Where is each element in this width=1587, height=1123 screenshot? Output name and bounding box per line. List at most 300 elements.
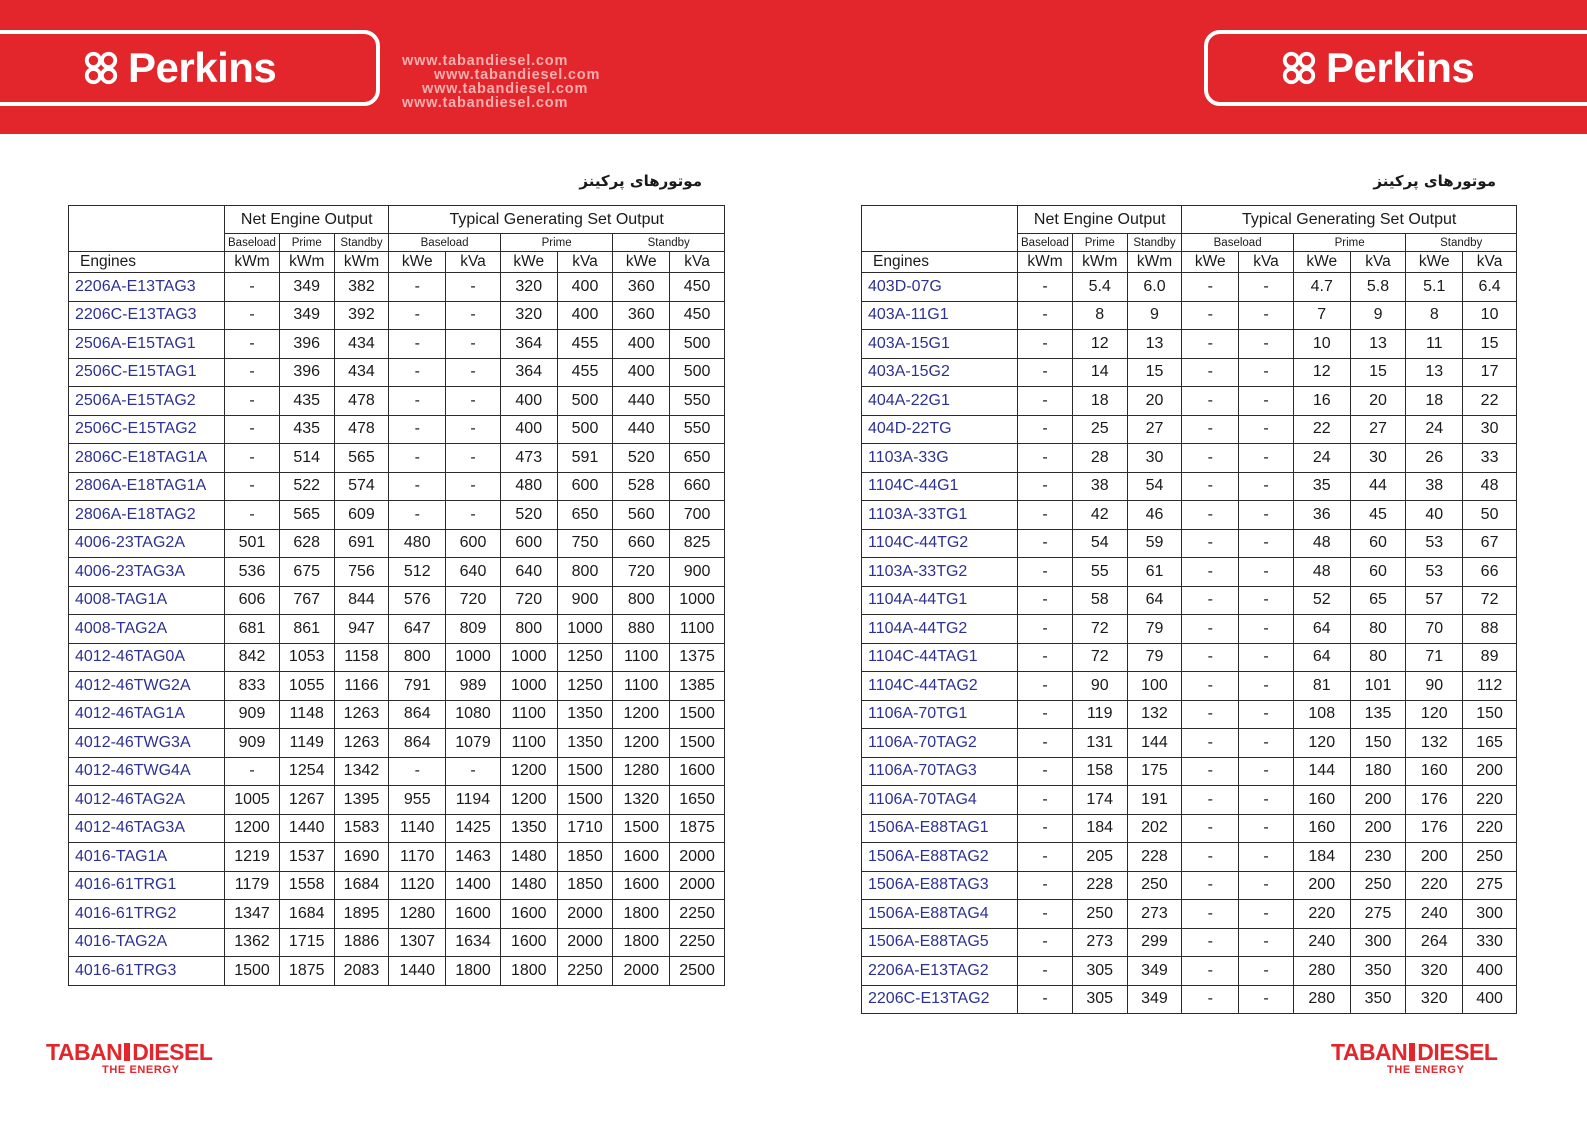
value-cell: 1140 (389, 814, 446, 843)
value-cell: 15 (1350, 358, 1406, 387)
standby-subheader: Standby (1406, 234, 1517, 252)
engine-spec-table-left (68, 205, 725, 986)
value-cell: 1800 (500, 957, 557, 986)
value-cell: 220 (1293, 900, 1350, 929)
value-cell: 1600 (500, 900, 557, 929)
value-cell: 396 (279, 358, 334, 387)
value-cell: 1000 (446, 643, 501, 672)
value-cell: 200 (1350, 786, 1406, 815)
value-cell: - (446, 444, 501, 473)
prime-subheader: Prime (500, 234, 613, 252)
value-cell: 1886 (334, 928, 389, 957)
value-cell: - (1182, 643, 1239, 672)
value-cell: 13 (1127, 330, 1182, 359)
unit-header: kVa (557, 252, 613, 273)
value-cell: 88 (1463, 615, 1517, 644)
value-cell: 12 (1072, 330, 1127, 359)
value-cell: - (1018, 928, 1073, 957)
value-cell: 1000 (500, 643, 557, 672)
engine-model-cell: 4006-23TAG3A (69, 558, 225, 587)
value-cell: 1320 (613, 786, 670, 815)
value-cell: 396 (279, 330, 334, 359)
value-cell: 791 (389, 672, 446, 701)
value-cell: - (1018, 643, 1073, 672)
footer-logo-text: TABAN (1331, 1039, 1408, 1065)
value-cell: 18 (1406, 387, 1463, 416)
table-row (69, 330, 725, 359)
value-cell: 1480 (500, 843, 557, 872)
engine-model-cell: 403D-07G (862, 273, 1018, 302)
value-cell: 1375 (670, 643, 725, 672)
value-cell: 174 (1072, 786, 1127, 815)
value-cell: 120 (1406, 700, 1463, 729)
value-cell: 80 (1350, 615, 1406, 644)
value-cell: 1480 (500, 871, 557, 900)
net-engine-output-header: Net Engine Output (225, 206, 389, 234)
value-cell: 640 (446, 558, 501, 587)
logo-divider-icon (1409, 1043, 1415, 1061)
value-cell: 305 (1072, 957, 1127, 986)
table-body (69, 273, 725, 986)
value-cell: 647 (389, 615, 446, 644)
value-cell: 1100 (613, 643, 670, 672)
value-cell: 38 (1072, 472, 1127, 501)
value-cell: - (1182, 501, 1239, 530)
value-cell: 1100 (500, 729, 557, 758)
value-cell: 5.4 (1072, 273, 1127, 302)
value-cell: 1463 (446, 843, 501, 872)
value-cell: 80 (1350, 643, 1406, 672)
perkins-logo-right (1204, 30, 1587, 106)
value-cell: 576 (389, 586, 446, 615)
value-cell: - (446, 415, 501, 444)
engine-model-cell: 4016-TAG2A (69, 928, 225, 957)
engine-model-cell: 1506A-E88TAG1 (862, 814, 1018, 843)
value-cell: 434 (334, 358, 389, 387)
table-row (862, 900, 1517, 929)
value-cell: 55 (1072, 558, 1127, 587)
value-cell: - (1018, 387, 1073, 416)
value-cell: - (1182, 729, 1239, 758)
unit-header: kWm (279, 252, 334, 273)
value-cell: 455 (557, 358, 613, 387)
engines-header: Engines (862, 252, 1018, 273)
value-cell: 220 (1406, 871, 1463, 900)
value-cell: 33 (1463, 444, 1517, 473)
value-cell: 364 (500, 358, 557, 387)
value-cell: - (1182, 700, 1239, 729)
value-cell: - (1239, 843, 1294, 872)
typical-genset-output-header: Typical Generating Set Output (1182, 206, 1517, 234)
value-cell: - (1239, 786, 1294, 815)
value-cell: 500 (557, 387, 613, 416)
engine-model-cell: 2206C-E13TAG3 (69, 301, 225, 330)
value-cell: 132 (1127, 700, 1182, 729)
value-cell: 1500 (670, 700, 725, 729)
engine-model-cell: 4006-23TAG2A (69, 529, 225, 558)
value-cell: 1200 (500, 786, 557, 815)
engines-header: Engines (69, 252, 225, 273)
page-title: موتورهای پرکینز (1373, 172, 1496, 190)
value-cell: 1347 (225, 900, 280, 929)
value-cell: 60 (1350, 529, 1406, 558)
perkins-logo-left (0, 30, 380, 106)
value-cell: - (389, 415, 446, 444)
value-cell: 1500 (670, 729, 725, 758)
value-cell: 1440 (389, 957, 446, 986)
value-cell: - (1239, 615, 1294, 644)
value-cell: - (1239, 700, 1294, 729)
value-cell: 1800 (613, 900, 670, 929)
value-cell: 300 (1350, 928, 1406, 957)
value-cell: 1254 (279, 757, 334, 786)
value-cell: - (446, 358, 501, 387)
table-row (862, 330, 1517, 359)
value-cell: 45 (1350, 501, 1406, 530)
value-cell: - (1018, 843, 1073, 872)
value-cell: 50 (1463, 501, 1517, 530)
unit-header: kWe (1406, 252, 1463, 273)
value-cell: 1500 (613, 814, 670, 843)
value-cell: - (1239, 330, 1294, 359)
engine-model-cell: 1106A-70TAG4 (862, 786, 1018, 815)
value-cell: 660 (613, 529, 670, 558)
value-cell: 861 (279, 615, 334, 644)
value-cell: 349 (1127, 985, 1182, 1014)
value-cell: - (389, 273, 446, 302)
value-cell: - (1182, 814, 1239, 843)
value-cell: 9 (1350, 301, 1406, 330)
value-cell: 273 (1127, 900, 1182, 929)
value-cell: 1263 (334, 700, 389, 729)
value-cell: 240 (1293, 928, 1350, 957)
value-cell: 450 (670, 301, 725, 330)
value-cell: 360 (613, 273, 670, 302)
table-row (862, 729, 1517, 758)
value-cell: - (1182, 985, 1239, 1014)
value-cell: 660 (670, 472, 725, 501)
taban-diesel-logo-left (46, 1040, 260, 1076)
engine-model-cell: 4012-46TAG2A (69, 786, 225, 815)
value-cell: 720 (446, 586, 501, 615)
value-cell: - (1182, 786, 1239, 815)
value-cell: 160 (1406, 757, 1463, 786)
value-cell: 64 (1293, 643, 1350, 672)
value-cell: 550 (670, 387, 725, 416)
value-cell: - (225, 358, 280, 387)
value-cell: 25 (1072, 415, 1127, 444)
table-row (862, 444, 1517, 473)
value-cell: 400 (500, 387, 557, 416)
value-cell: 560 (613, 501, 670, 530)
value-cell: 5.8 (1350, 273, 1406, 302)
value-cell: 512 (389, 558, 446, 587)
value-cell: - (1182, 301, 1239, 330)
website-watermark (402, 54, 600, 110)
table-row (69, 814, 725, 843)
value-cell: - (446, 757, 501, 786)
value-cell: 1120 (389, 871, 446, 900)
value-cell: 800 (613, 586, 670, 615)
value-cell: 72 (1072, 615, 1127, 644)
value-cell: - (1018, 586, 1073, 615)
table-row (69, 586, 725, 615)
value-cell: 22 (1463, 387, 1517, 416)
value-cell: - (1239, 672, 1294, 701)
engine-model-cell: 403A-11G1 (862, 301, 1018, 330)
table-row (862, 472, 1517, 501)
value-cell: 1053 (279, 643, 334, 672)
engine-model-cell: 2806A-E18TAG2 (69, 501, 225, 530)
value-cell: 1158 (334, 643, 389, 672)
value-cell: - (389, 387, 446, 416)
value-cell: 71 (1406, 643, 1463, 672)
engine-model-cell: 1103A-33TG2 (862, 558, 1018, 587)
table-row (69, 672, 725, 701)
engine-model-cell: 1103A-33TG1 (862, 501, 1018, 530)
value-cell: 628 (279, 529, 334, 558)
value-cell: 528 (613, 472, 670, 501)
engine-model-cell: 1104A-44TG2 (862, 615, 1018, 644)
table-row (69, 700, 725, 729)
value-cell: 909 (225, 700, 280, 729)
value-cell: 520 (500, 501, 557, 530)
value-cell: - (1018, 957, 1073, 986)
footer-tagline: THE ENERGY (102, 1064, 180, 1076)
value-cell: - (389, 444, 446, 473)
table-row (862, 387, 1517, 416)
value-cell: 1000 (670, 586, 725, 615)
engine-model-cell: 4016-61TRG2 (69, 900, 225, 929)
value-cell: 220 (1463, 814, 1517, 843)
value-cell: 10 (1293, 330, 1350, 359)
value-cell: - (1182, 871, 1239, 900)
value-cell: 1100 (500, 700, 557, 729)
value-cell: 650 (557, 501, 613, 530)
value-cell: 1850 (557, 871, 613, 900)
value-cell: 681 (225, 615, 280, 644)
value-cell: - (389, 358, 446, 387)
value-cell: 1537 (279, 843, 334, 872)
value-cell: 180 (1350, 757, 1406, 786)
value-cell: 1179 (225, 871, 280, 900)
value-cell: 30 (1463, 415, 1517, 444)
value-cell: 609 (334, 501, 389, 530)
engine-model-cell: 404D-22TG (862, 415, 1018, 444)
value-cell: 176 (1406, 814, 1463, 843)
value-cell: 1263 (334, 729, 389, 758)
value-cell: 1166 (334, 672, 389, 701)
value-cell: 767 (279, 586, 334, 615)
engine-model-cell: 4008-TAG2A (69, 615, 225, 644)
prime-subheader: Prime (279, 234, 334, 252)
value-cell: - (1182, 330, 1239, 359)
table-row (862, 415, 1517, 444)
value-cell: 700 (670, 501, 725, 530)
value-cell: - (1182, 387, 1239, 416)
value-cell: - (225, 273, 280, 302)
engine-model-cell: 2206A-E13TAG3 (69, 273, 225, 302)
value-cell: 8 (1072, 301, 1127, 330)
value-cell: - (225, 415, 280, 444)
unit-header: kWm (1072, 252, 1127, 273)
engine-model-cell: 2506C-E15TAG1 (69, 358, 225, 387)
value-cell: 349 (1127, 957, 1182, 986)
table-row (69, 301, 725, 330)
engine-model-cell: 2506A-E15TAG1 (69, 330, 225, 359)
table-body (862, 273, 1517, 1014)
value-cell: 1684 (279, 900, 334, 929)
engine-model-cell: 1103A-33G (862, 444, 1018, 473)
table-row (69, 871, 725, 900)
value-cell: - (1239, 472, 1294, 501)
value-cell: - (1239, 814, 1294, 843)
value-cell: 450 (670, 273, 725, 302)
value-cell: 478 (334, 415, 389, 444)
value-cell: 320 (1406, 957, 1463, 986)
value-cell: 9 (1127, 301, 1182, 330)
value-cell: - (1182, 529, 1239, 558)
value-cell: 2000 (670, 843, 725, 872)
value-cell: 1000 (557, 615, 613, 644)
unit-header: kWm (1127, 252, 1182, 273)
baseload-subheader: Baseload (225, 234, 280, 252)
value-cell: 200 (1350, 814, 1406, 843)
table-row (862, 558, 1517, 587)
value-cell: 24 (1293, 444, 1350, 473)
value-cell: 72 (1072, 643, 1127, 672)
value-cell: 844 (334, 586, 389, 615)
value-cell: - (1182, 415, 1239, 444)
engine-model-cell: 1106A-70TAG3 (862, 757, 1018, 786)
value-cell: - (225, 501, 280, 530)
value-cell: - (1239, 444, 1294, 473)
value-cell: 48 (1293, 558, 1350, 587)
standby-subheader: Standby (334, 234, 389, 252)
value-cell: 18 (1072, 387, 1127, 416)
value-cell: 720 (613, 558, 670, 587)
value-cell: - (446, 301, 501, 330)
unit-header: kVa (1463, 252, 1517, 273)
value-cell: 330 (1463, 928, 1517, 957)
value-cell: 144 (1293, 757, 1350, 786)
value-cell: 2000 (557, 900, 613, 929)
engine-model-cell: 1104C-44G1 (862, 472, 1018, 501)
value-cell: - (1018, 729, 1073, 758)
table-row (862, 301, 1517, 330)
value-cell: - (1182, 558, 1239, 587)
value-cell: 392 (334, 301, 389, 330)
value-cell: 1500 (225, 957, 280, 986)
value-cell: 650 (670, 444, 725, 473)
value-cell: - (1239, 900, 1294, 929)
value-cell: 1170 (389, 843, 446, 872)
value-cell: 600 (446, 529, 501, 558)
value-cell: 250 (1350, 871, 1406, 900)
value-cell: - (1018, 558, 1073, 587)
table-row (862, 985, 1517, 1014)
value-cell: 220 (1463, 786, 1517, 815)
unit-header: kWm (334, 252, 389, 273)
value-cell: 501 (225, 529, 280, 558)
value-cell: 320 (1406, 985, 1463, 1014)
value-cell: 250 (1072, 900, 1127, 929)
value-cell: - (389, 301, 446, 330)
value-cell: 202 (1127, 814, 1182, 843)
value-cell: 2250 (557, 957, 613, 986)
value-cell: - (1239, 586, 1294, 615)
unit-header: kVa (1239, 252, 1294, 273)
value-cell: 536 (225, 558, 280, 587)
value-cell: 360 (613, 301, 670, 330)
value-cell: 79 (1127, 615, 1182, 644)
table-row (69, 615, 725, 644)
value-cell: 1600 (613, 843, 670, 872)
engine-model-cell: 4012-46TAG0A (69, 643, 225, 672)
value-cell: 13 (1406, 358, 1463, 387)
value-cell: - (1182, 273, 1239, 302)
value-cell: 2083 (334, 957, 389, 986)
value-cell: - (225, 330, 280, 359)
table-row (862, 529, 1517, 558)
value-cell: - (389, 501, 446, 530)
value-cell: 7 (1293, 301, 1350, 330)
value-cell: 1800 (613, 928, 670, 957)
value-cell: 1440 (279, 814, 334, 843)
value-cell: 864 (389, 700, 446, 729)
value-cell: - (1018, 757, 1073, 786)
value-cell: 176 (1406, 786, 1463, 815)
unit-header: kVa (446, 252, 501, 273)
value-cell: 1800 (446, 957, 501, 986)
value-cell: 16 (1293, 387, 1350, 416)
standby-subheader: Standby (1127, 234, 1182, 252)
value-cell: - (1182, 900, 1239, 929)
table-row (862, 586, 1517, 615)
table-row (69, 786, 725, 815)
perkins-wordmark: Perkins (1326, 44, 1475, 91)
value-cell: 1710 (557, 814, 613, 843)
value-cell: 1055 (279, 672, 334, 701)
value-cell: 1280 (389, 900, 446, 929)
unit-header: kWe (389, 252, 446, 273)
value-cell: 67 (1463, 529, 1517, 558)
footer-logo-text: DIESEL (1417, 1039, 1498, 1065)
value-cell: 36 (1293, 501, 1350, 530)
value-cell: - (225, 301, 280, 330)
engine-model-cell: 1506A-E88TAG5 (862, 928, 1018, 957)
value-cell: - (389, 472, 446, 501)
value-cell: 833 (225, 672, 280, 701)
value-cell: 1350 (557, 729, 613, 758)
value-cell: 30 (1350, 444, 1406, 473)
value-cell: 131 (1072, 729, 1127, 758)
value-cell: - (1239, 985, 1294, 1014)
value-cell: 2250 (670, 900, 725, 929)
value-cell: 947 (334, 615, 389, 644)
table-row (862, 273, 1517, 302)
value-cell: 1267 (279, 786, 334, 815)
value-cell: - (446, 501, 501, 530)
engine-model-cell: 1106A-70TG1 (862, 700, 1018, 729)
prime-subheader: Prime (1072, 234, 1127, 252)
value-cell: 1600 (500, 928, 557, 957)
value-cell: 15 (1463, 330, 1517, 359)
value-cell: 1200 (613, 700, 670, 729)
value-cell: - (1239, 301, 1294, 330)
value-cell: 1600 (670, 757, 725, 786)
value-cell: - (1018, 985, 1073, 1014)
